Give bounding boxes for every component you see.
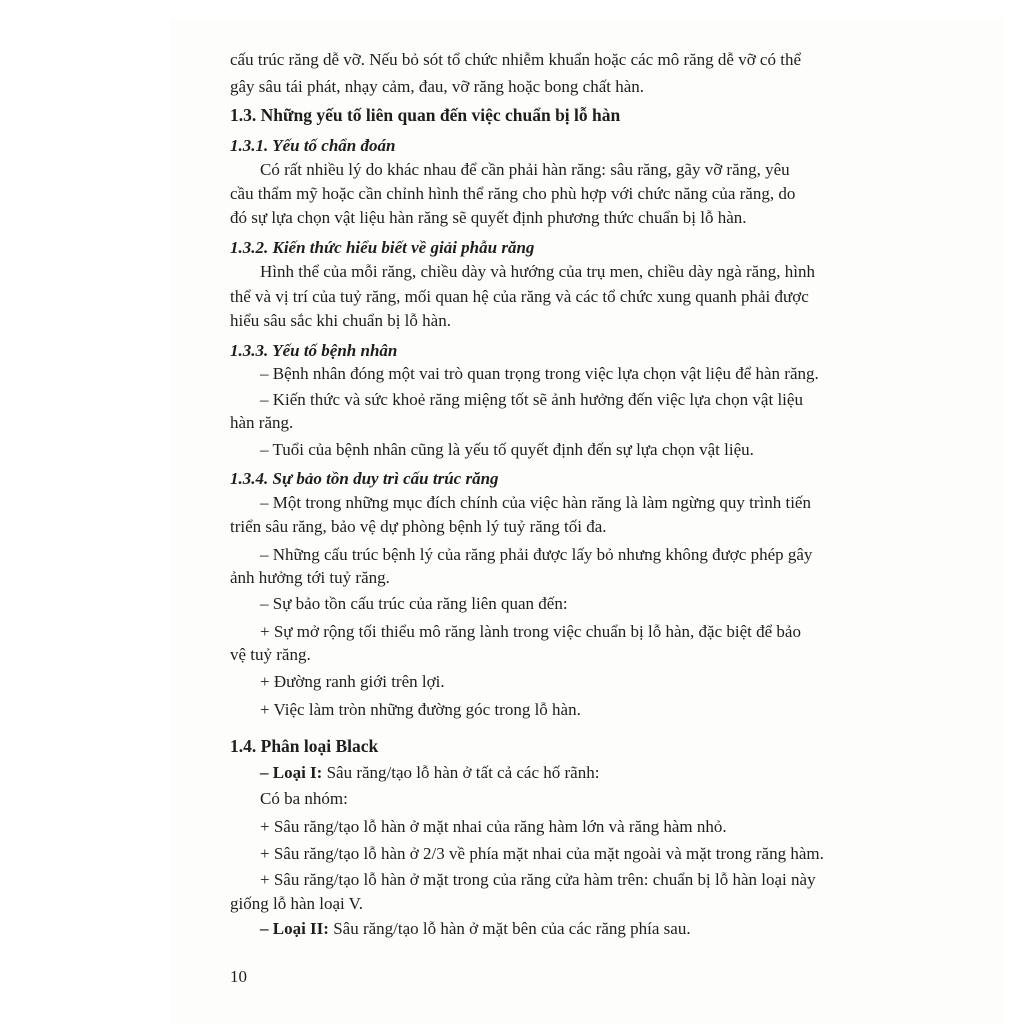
text-line: – Những cấu trúc bệnh lý của răng phải được lấy bỏ nhưng không được phép gây (260, 545, 813, 564)
text-line: triển sâu răng, bảo vệ dự phòng bệnh lý tuỷ răng tối đa. (230, 517, 607, 536)
text-line: + Việc làm tròn những đường góc trong lỗ hàn. (260, 700, 581, 719)
section-heading: 1.3. Những yếu tố liên quan đến việc chuẩn bị lỗ hàn (230, 105, 621, 125)
dash: – (260, 919, 269, 938)
text-line: hiểu sâu sắc khi chuẩn bị lỗ hàn. (230, 311, 451, 330)
text-line: + Sâu răng/tạo lỗ hàn ở 2/3 về phía mặt nhai của mặt ngoài và mặt trong răng hàm. (260, 844, 824, 863)
text-line: hàn răng. (230, 413, 294, 432)
text-line: – Bệnh nhân đóng một vai trò quan trọng trong việc lựa chọn vật liệu để hàn răng. (260, 364, 819, 383)
dash: – (260, 763, 269, 782)
subsection-heading: 1.3.4. Sự bảo tồn duy trì cấu trúc răng (230, 469, 499, 488)
section-heading: 1.4. Phân loại Black (230, 736, 379, 756)
text-line: ảnh hưởng tới tuỷ răng. (230, 568, 390, 587)
text-line: + Sự mở rộng tối thiểu mô răng lành trong việc chuẩn bị lỗ hàn, đặc biệt để bảo (260, 622, 801, 641)
text-line (260, 762, 599, 784)
text-line: Có rất nhiều lý do khác nhau để cần phải hàn răng: sâu răng, gãy vỡ răng, yêu (260, 160, 790, 179)
text-line: gây sâu tái phát, nhạy cảm, đau, vỡ răng hoặc bong chất hàn. (230, 77, 645, 96)
text-line: – Kiến thức và sức khoẻ răng miệng tốt sẽ ảnh hưởng đến việc lựa chọn vật liệu (260, 390, 803, 409)
text-line: giống lỗ hàn loại V. (230, 894, 364, 913)
text-line (260, 918, 691, 940)
class-description: Sâu răng/tạo lỗ hàn ở mặt bên của các răng phía sau. (333, 919, 691, 938)
text-line: Hình thể của mỗi răng, chiều dày và hướng của trụ men, chiều dày ngà răng, hình (260, 262, 815, 281)
text-line: + Sâu răng/tạo lỗ hàn ở mặt nhai của răng hàm lớn và răng hàm nhỏ. (260, 817, 727, 836)
class-label: Loại II: (272, 919, 329, 938)
class-label: Loại I: (272, 763, 323, 782)
text-line: + Đường ranh giới trên lợi. (260, 672, 445, 691)
text-line: – Sự bảo tồn cấu trúc của răng liên quan đến: (260, 594, 568, 613)
subsection-heading: 1.3.2. Kiến thức hiểu biết về giải phẫu răng (230, 238, 535, 257)
text-line: Có ba nhóm: (260, 789, 348, 808)
text-line: cầu thẩm mỹ hoặc cần chỉnh hình thể răng cho phù hợp với chức năng của răng, do (230, 184, 796, 203)
text-line: đó sự lựa chọn vật liệu hàn răng sẽ quyết định phương thức chuẩn bị lỗ hàn. (230, 208, 747, 227)
page-number: 10 (230, 967, 247, 986)
document-page (170, 18, 1004, 1024)
text-line: – Tuổi của bệnh nhân cũng là yếu tố quyết định đến sự lựa chọn vật liệu. (260, 440, 754, 459)
text-line: cấu trúc răng dễ vỡ. Nếu bỏ sót tổ chức nhiễm khuẩn hoặc các mô răng dễ vỡ có thể (230, 50, 801, 69)
subsection-heading: 1.3.1. Yếu tố chẩn đoán (230, 136, 396, 155)
text-line: – Một trong những mục đích chính của việc hàn răng là làm ngừng quy trình tiến (260, 493, 811, 512)
text-line: vệ tuỷ răng. (230, 645, 311, 664)
text-line: + Sâu răng/tạo lỗ hàn ở mặt trong của răng cửa hàm trên: chuẩn bị lỗ hàn loại này (260, 870, 816, 889)
subsection-heading: 1.3.3. Yếu tố bệnh nhân (230, 341, 398, 360)
text-line: thể và vị trí của tuỷ răng, mối quan hệ của răng và các tổ chức xung quanh phải được (230, 287, 809, 306)
class-description: Sâu răng/tạo lỗ hàn ở tất cả các hố rãnh: (326, 763, 600, 782)
